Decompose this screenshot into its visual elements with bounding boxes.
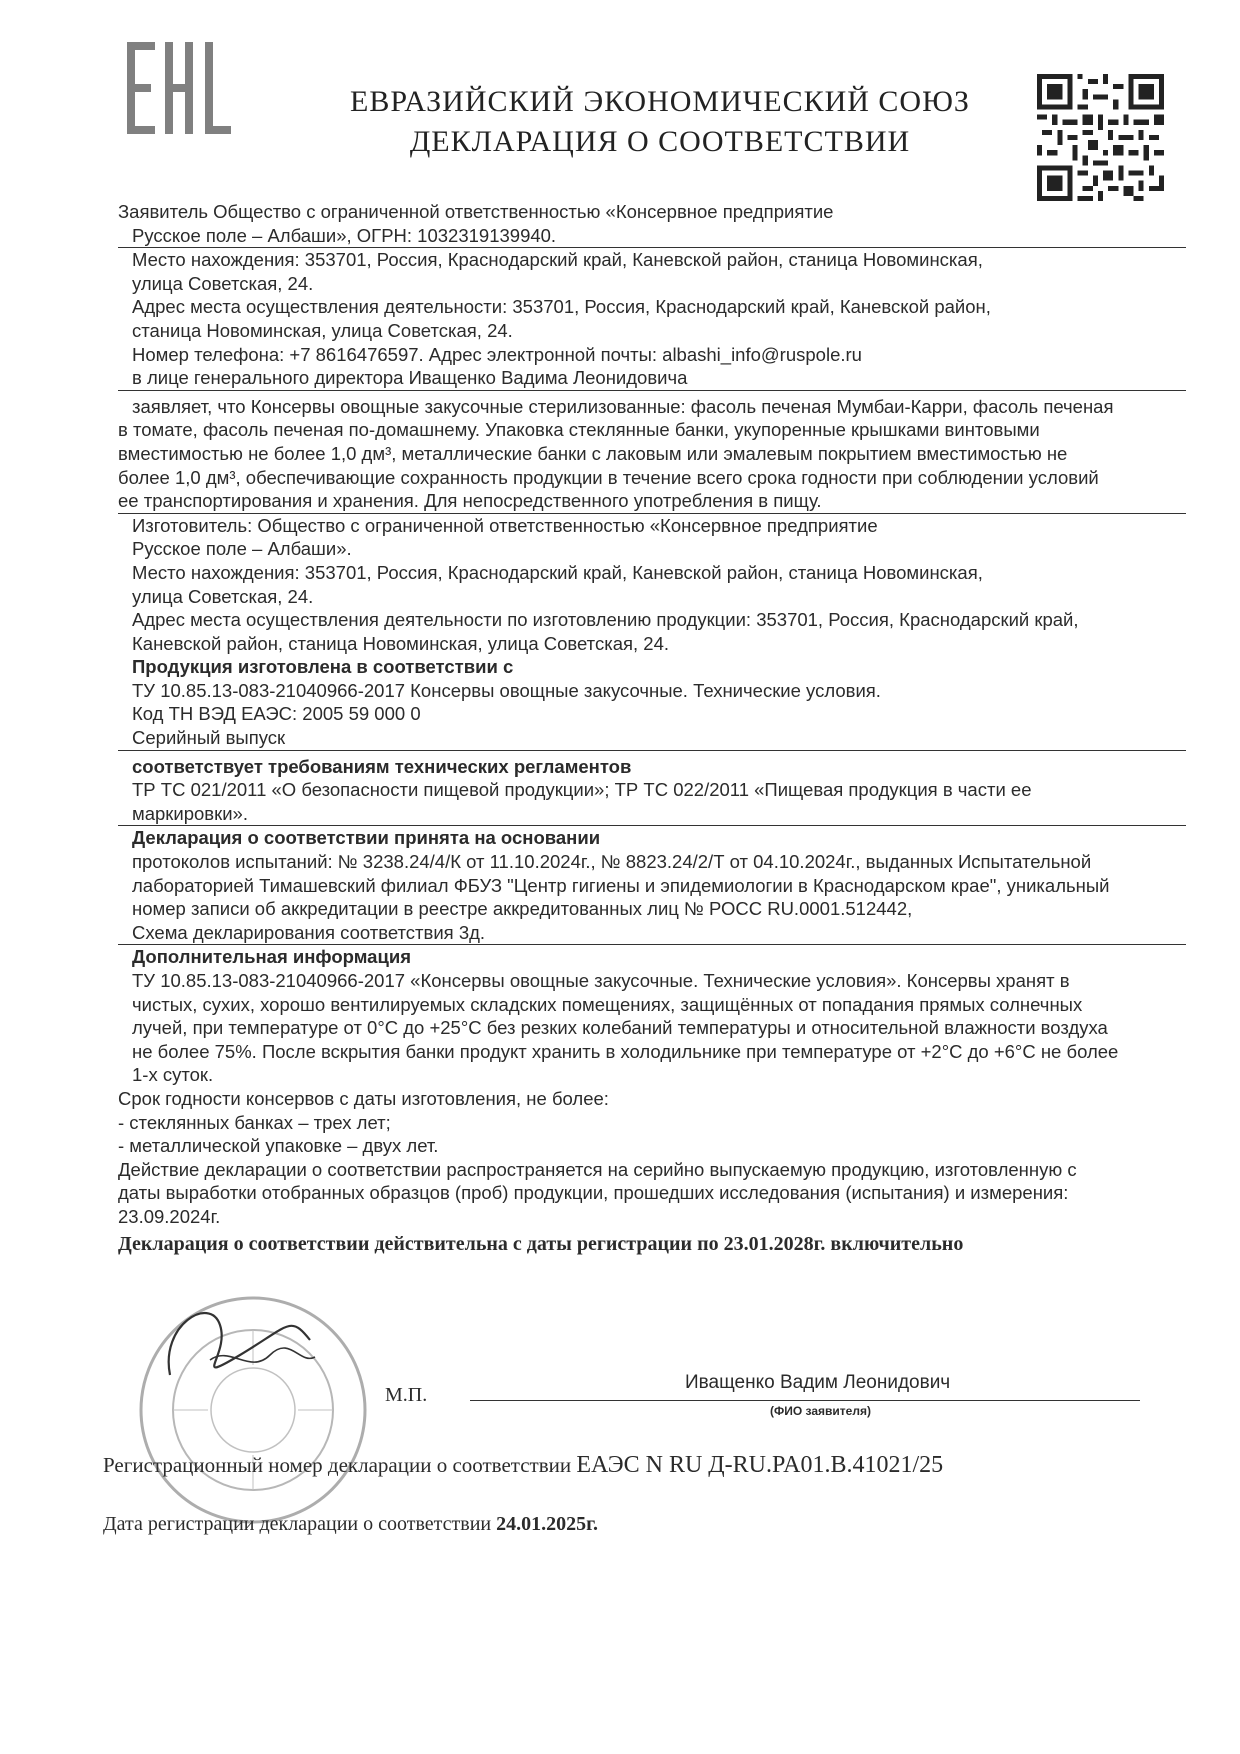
registration-number-label: Регистрационный номер декларации о соответствии [103, 1453, 572, 1477]
product-section [118, 395, 1186, 514]
basis-section [118, 826, 1186, 945]
basis-line: лабораторией Тимашевский филиал ФБУЗ "Центр гигиены и эпидемиологии в Краснодарском крае", уникальный [132, 874, 1110, 896]
standards-line: Серийный выпуск [118, 726, 1186, 751]
applicant-line: Место нахождения: 353701, Россия, Краснодарский край, Каневской район, станица Новоминская, [132, 249, 983, 271]
additional-info-line: не более 75%. После вскрытия банки продукт хранить в холодильнике при температуре от +2°С до +6°С не более [132, 1040, 1119, 1062]
document-header [300, 82, 1020, 162]
header-declaration-title: ДЕКЛАРАЦИЯ О СООТВЕТСТВИИ [409, 125, 911, 158]
manufacturer-line: Русское поле – Албаши». [132, 538, 352, 560]
product-line: вместимостью не более 1,0 дм³, металлические банки с лаковым или эмалевым покрытием вместимостью не [118, 442, 1068, 464]
applicant-line: Номер телефона: +7 8616476597. Адрес электронной почты: albashi_info@ruspole.ru [132, 343, 862, 365]
eac-mark-icon [125, 38, 235, 138]
product-line: более 1,0 дм³, обеспечивающие сохранность продукции в течение всего срока годности при соблюдении условий [118, 466, 1099, 488]
additional-info-heading: Дополнительная информация [132, 946, 412, 968]
applicant-line: станица Новоминская, улица Советская, 24. [132, 319, 513, 341]
declaration-body [118, 200, 1186, 1256]
standards-line: ТУ 10.85.13-083-21040966-2017 Консервы овощные закусочные. Технические условия. [132, 679, 881, 701]
applicant-line: Русское поле – Албаши», ОГРН: 1032319139940. [118, 224, 1186, 249]
qr-code-icon [1037, 74, 1164, 201]
shelf-life-line: - металлической упаковке – двух лет. [118, 1135, 439, 1157]
applicant-line: Адрес места осуществления деятельности: 353701, Россия, Краснодарский край, Каневской район, [132, 296, 991, 318]
signature-line [470, 1400, 1140, 1401]
additional-info-line: лучей, при температуре от 0°С до +25°С без резких колебаний температуры и относительной влажности воздуха [132, 1017, 1108, 1039]
standards-heading: Продукция изготовлена в соответствии с [132, 656, 514, 678]
registration-date-line [103, 1513, 598, 1536]
applicant-section [118, 200, 1186, 391]
registration-number: ЕАЭС N RU Д-RU.PA01.B.41021/25 [576, 1452, 944, 1478]
additional-info-line: чистых, сухих, хорошо вентилируемых складских помещениях, защищённых от попадания прямых солнечных [132, 993, 1083, 1015]
standards-line: Код ТН ВЭД ЕАЭС: 2005 59 000 0 [132, 703, 421, 725]
applicant-line: улица Советская, 24. [132, 272, 314, 294]
basis-line: протоколов испытаний: № 3238.24/4/К от 11.10.2024г., № 8823.24/2/Т от 04.10.2024г., выданных Испытательной [132, 851, 1092, 873]
manufacturer-line: Изготовитель: Общество с ограниченной ответственностью «Консервное предприятие [132, 514, 878, 536]
registration-number-line [103, 1452, 943, 1479]
registration-date-label: Дата регистрации декларации о соответствии [103, 1513, 492, 1535]
additional-info-line: 1-х суток. [132, 1064, 214, 1086]
registration-date: 24.01.2025г. [496, 1513, 598, 1535]
product-line: ее транспортирования и хранения. Для непосредственного употребления в пищу. [118, 489, 1186, 514]
shelf-life-heading: Срок годности консервов с даты изготовления, не более: [118, 1087, 609, 1109]
validity-statement: Декларация о соответствии действительна с даты регистрации по 23.01.2028г. включительно [118, 1232, 964, 1255]
stamp-place-label: М.П. [385, 1384, 428, 1406]
manufacturer-line: Место нахождения: 353701, Россия, Краснодарский край, Каневской район, станица Новоминская, [132, 561, 983, 583]
basis-heading: Декларация о соответствии принята на основании [132, 827, 601, 849]
basis-line: Схема декларирования соответствия 3д. [118, 921, 1186, 946]
manufacturer-section [118, 514, 1186, 656]
regulations-line: ТР ТС 021/2011 «О безопасности пищевой продукции»; ТР ТС 022/2011 «Пищевая продукция в части ее [132, 779, 1032, 801]
applicant-full-name: Иващенко Вадим Леонидович [685, 1372, 951, 1393]
product-line: заявляет, что Консервы овощные закусочные стерилизованные: фасоль печеная Мумбаи-Карри, фасоль печеная [132, 395, 1114, 417]
basis-line: номер записи об аккредитации в реестре аккредитованных лиц № РОСС RU.0001.512442, [132, 898, 913, 920]
header-union-title: ЕВРАЗИЙСКИЙ ЭКОНОМИЧЕСКИЙ СОЮЗ [350, 85, 970, 118]
standards-section [118, 655, 1186, 750]
product-line: в томате, фасоль печеная по-домашнему. Упаковка стеклянные банки, укупоренные крышками винтовыми [118, 419, 1040, 441]
scope-line: даты выработки отобранных образцов (проб) продукции, прошедших исследования (испытания) и измерения: [118, 1182, 1069, 1204]
regulations-line: маркировки». [118, 802, 1186, 827]
additional-info-section [118, 945, 1186, 1228]
signature-icon [150, 1285, 320, 1395]
applicant-name-caption: (ФИО заявителя) [770, 1404, 871, 1418]
manufacturer-line: Адрес места осуществления деятельности по изготовлению продукции: 353701, Россия, Краснодарский край, [132, 609, 1079, 631]
regulations-section [118, 755, 1186, 827]
manufacturer-line: Каневской район, станица Новоминская, улица Советская, 24. [132, 632, 670, 654]
scope-line: Действие декларации о соответствии распространяется на серийно выпускаемую продукцию, изготовленную с [118, 1158, 1077, 1180]
applicant-line: в лице генерального директора Иващенко Вадима Леонидовича [118, 366, 1186, 391]
shelf-life-line: - стеклянных банках – трех лет; [118, 1111, 391, 1133]
regulations-heading: соответствует требованиям технических регламентов [132, 755, 632, 777]
additional-info-line: ТУ 10.85.13-083-21040966-2017 «Консервы овощные закусочные. Технические условия». Консервы хранят в [132, 970, 1070, 991]
scope-line: 23.09.2024г. [118, 1205, 221, 1227]
applicant-line: Заявитель Общество с ограниченной ответственностью «Консервное предприятие [118, 201, 834, 222]
manufacturer-line: улица Советская, 24. [132, 585, 314, 607]
